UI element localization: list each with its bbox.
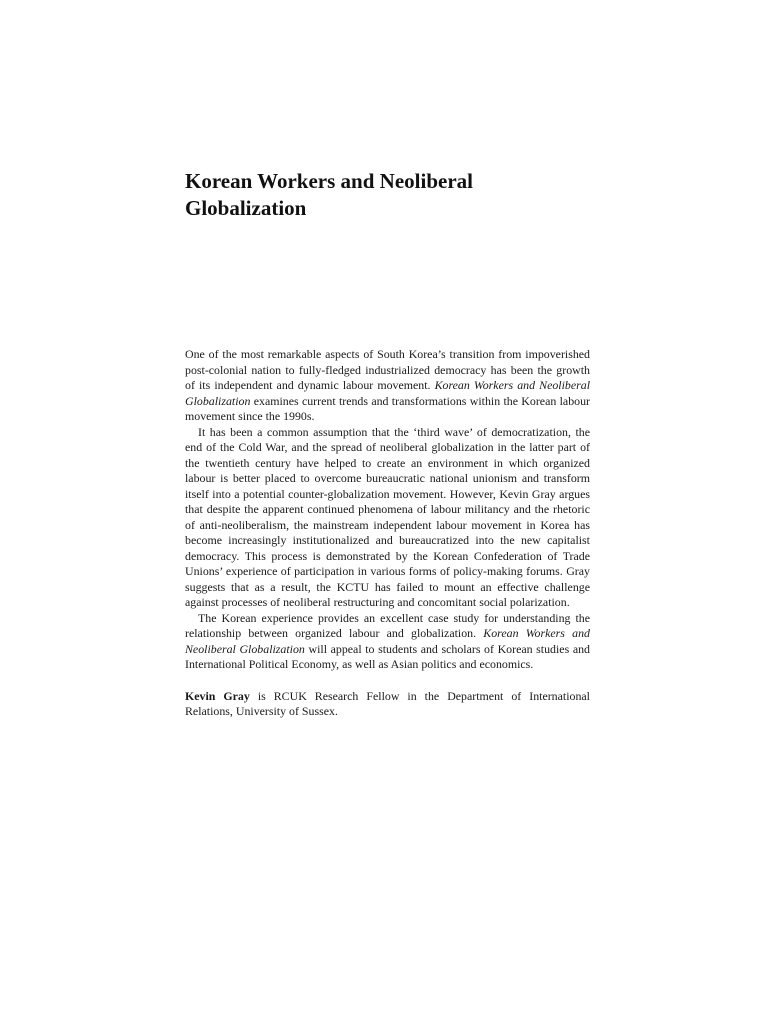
book-title-italic: Korean Workers and Neoliberal Globalization: [185, 626, 590, 656]
blurb-paragraph-3: [185, 611, 590, 673]
author-bio: [185, 689, 590, 720]
blurb-paragraph-3-text-a: The Korean experience provides an excellent case study for understanding the relationship between organized labour and globalization.: [185, 610, 590, 640]
blurb-body: [185, 347, 590, 720]
author-name: Kevin Gray: [185, 688, 250, 703]
book-title-italic: Korean Workers and Neoliberal Globalization: [185, 378, 591, 408]
book-title-line-1: Korean Workers and Neoliberal: [185, 169, 473, 193]
blurb-paragraph-3-text-b: will appeal to students and scholars of Korean studies and International Political Economy, as well as Asian politics and economics.: [185, 641, 590, 671]
blurb-paragraph-2: It has been a common assumption that the ‘third wave’ of democratization, the end of the Cold War, and the spread of neoliberal globalization in the latter part of the twentieth century have helped to create an environment in which organized labour is better placed to overcome bureaucratic national unionism and transform itself into a potential counter-globalization movement. However, Kevin Gray argues that despite the apparent continued phenomena of labour militancy and the rhetoric of anti-neoliberalism, the mainstream independent labour movement in Korea has become increasingly institutionalized and bureaucratized into the new capitalist democracy. This process is demonstrated by the Korean Confederation of Trade Unions’ experience of participation in various forms of policy-making forums. Gray suggests that as a result, the KCTU has failed to mount an effective challenge against processes of neoliberal restructuring and concomitant social polarization.: [185, 424, 590, 609]
blurb-paragraph-1-text-a: One of the most remarkable aspects of South Korea’s transition from impoverished post-colonial nation to fully-fledged industrialized democracy has been the growth of its independent and dynamic labour movement.: [185, 347, 590, 392]
author-bio-text: is RCUK Research Fellow in the Department of International Relations, University of Sussex.: [185, 688, 590, 718]
blurb-paragraph-1: [185, 347, 590, 425]
book-title-line-2: Globalization: [185, 196, 307, 220]
book-title: [185, 168, 605, 222]
blurb-paragraph-1-text-b: examines current trends and transformations within the Korean labour movement since the 1990s.: [185, 393, 590, 423]
